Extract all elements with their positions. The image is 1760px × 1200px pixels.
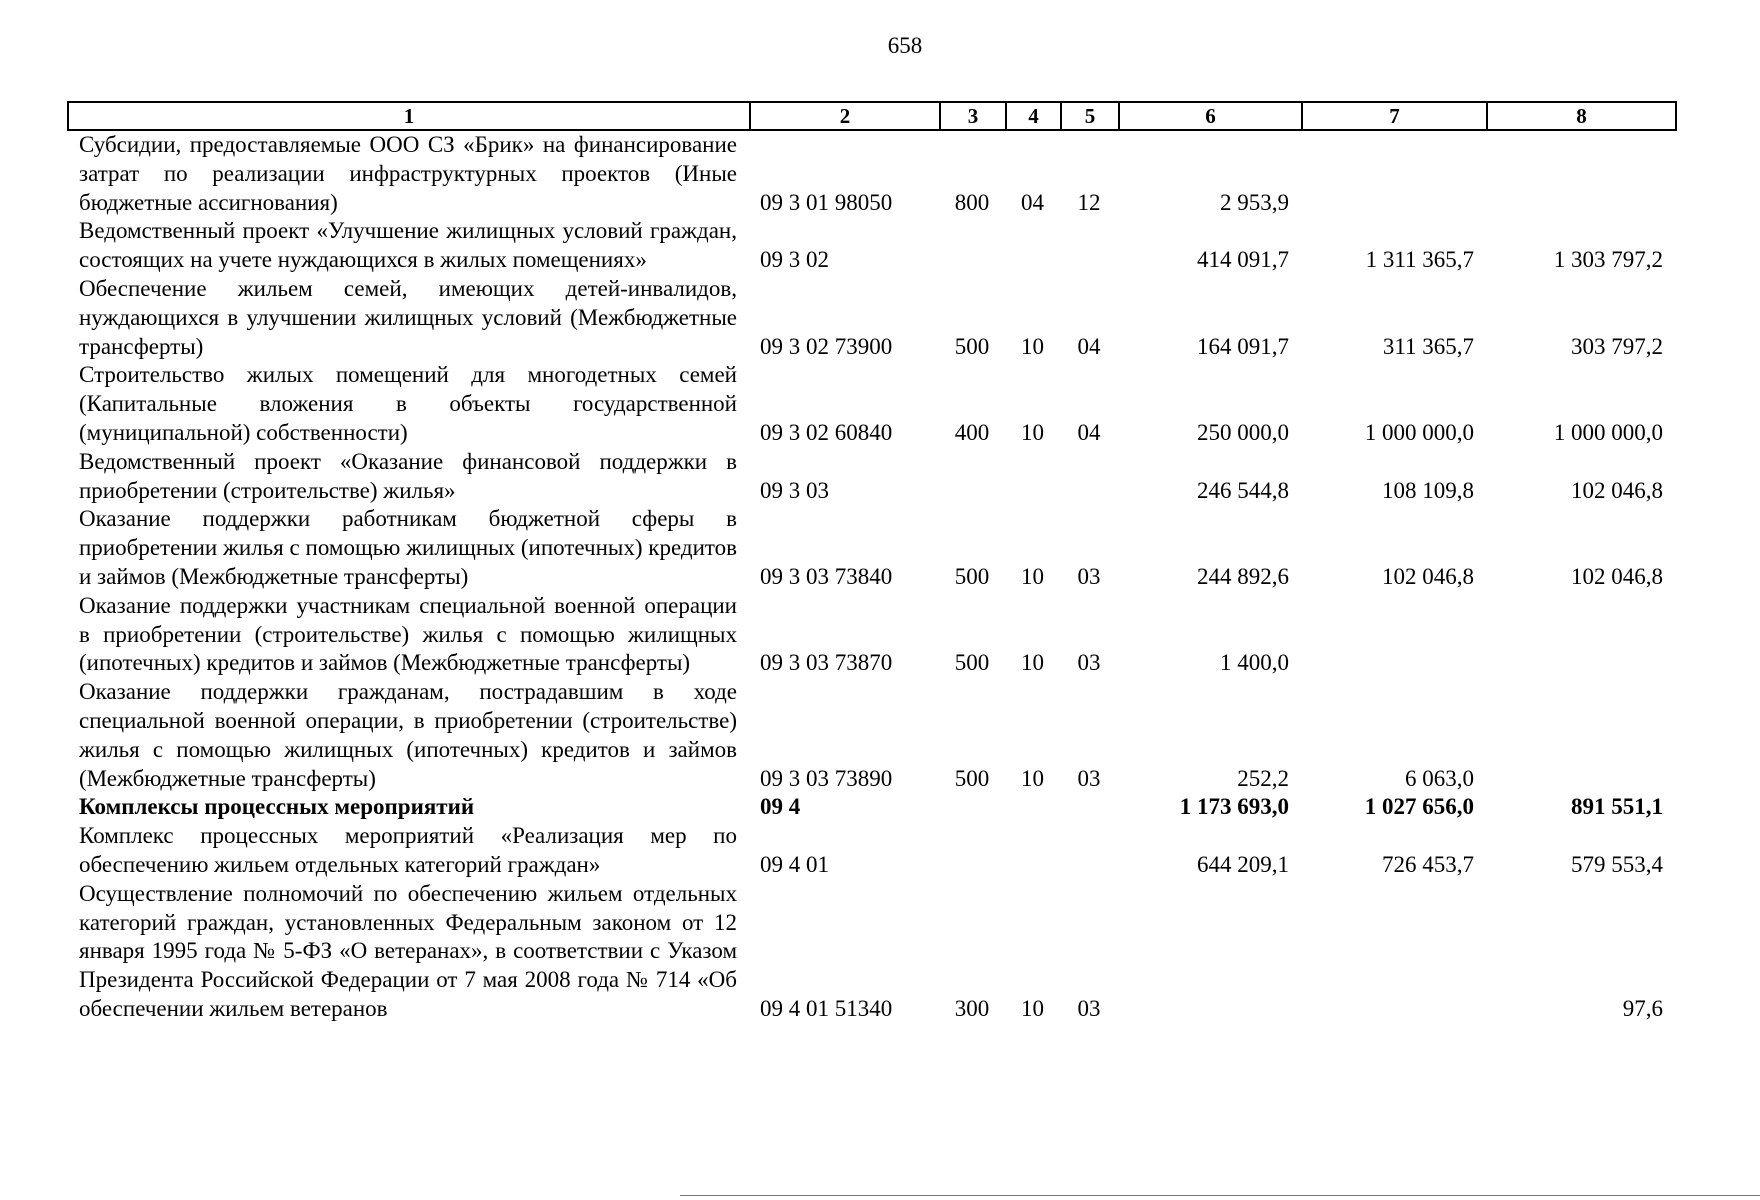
row-code: 09 3 01 98050: [760, 189, 893, 215]
table-row: [67, 592, 1690, 678]
table-row: [67, 361, 1690, 447]
row-name: Строительство жилых помещений для многодетных семей (Капитальные вложения в объекты государственной (муниципальной) собственности): [79, 362, 737, 445]
row-amount-col8: 102 046,8: [1571, 477, 1663, 503]
row-code: 09 3 03 73870: [760, 650, 893, 676]
row-name: Субсидии, предоставляемые ООО СЗ «Брик» на финансирование затрат по реализации инфраструктурных проектов (Иные бюджетные ассигнования): [79, 132, 737, 215]
row-vr: 500: [954, 563, 990, 589]
row-code: 09 3 02 60840: [760, 419, 893, 445]
row-amount-col6: 2 953,9: [1220, 189, 1289, 215]
column-header-2: 2: [750, 102, 940, 130]
column-header-1: 1: [68, 102, 750, 130]
row-name: Ведомственный проект «Улучшение жилищных условий граждан, состоящих на учете нуждающихся в жилых помещениях»: [79, 218, 737, 273]
column-header-8: 8: [1487, 102, 1676, 130]
row-pr: 03: [1077, 650, 1101, 676]
row-amount-col7: 1 027 656,0: [1364, 794, 1474, 820]
row-amount-col8: 1 303 797,2: [1553, 247, 1663, 273]
row-vr: 500: [954, 650, 990, 676]
page-number: 658: [887, 33, 923, 58]
column-header-6: 6: [1119, 102, 1302, 130]
table-row: [67, 880, 1690, 1024]
row-name: Обеспечение жильем семей, имеющих детей-инвалидов, нуждающихся в улучшении жилищных условий (Межбюджетные трансферты): [79, 275, 737, 359]
table-row: [67, 505, 1690, 591]
row-code: 09 4 01: [760, 851, 829, 877]
row-amount-col7: 1 311 365,7: [1365, 247, 1474, 273]
row-rz: 10: [1021, 765, 1044, 791]
row-amount-col8: 579 553,4: [1571, 851, 1663, 877]
row-amount-col6: 414 091,7: [1197, 247, 1289, 273]
row-amount-col7: 1 000 000,0: [1364, 419, 1474, 445]
row-amount-col8: 102 046,8: [1571, 563, 1663, 589]
row-name: Оказание поддержки участникам специальной военной операции в приобретении (строительстве) жилья с помощью жилищных (ипотечных) кредитов и займов (Межбюджетные трансферты): [79, 592, 737, 676]
row-rz: 10: [1021, 563, 1044, 589]
row-pr: 04: [1077, 419, 1101, 445]
row-rz: 10: [1021, 650, 1044, 676]
row-amount-col6: 252,2: [1237, 765, 1289, 791]
row-amount-col6: 644 209,1: [1197, 851, 1289, 877]
row-amount-col6: 1 400,0: [1220, 650, 1289, 676]
row-amount-col6: 246 544,8: [1197, 477, 1289, 503]
row-amount-col8: 1 000 000,0: [1553, 419, 1663, 445]
row-pr: 12: [1077, 189, 1101, 215]
row-name: Осуществление полномочий по обеспечению жильем отдельных категорий граждан, установленных Федеральным законом от 12 января 1995 года № 5-ФЗ «О ветеранах», в соответствии с Указом Президента Российской Федерации от 7 мая 2008 года № 714 «Об обеспечении жильем ветеранов: [79, 880, 737, 1021]
row-vr: 500: [954, 765, 990, 791]
table-row: [67, 131, 1690, 217]
row-vr: 500: [954, 333, 990, 359]
row-code: 09 3 02: [760, 247, 829, 273]
row-amount-col8: 891 551,1: [1571, 794, 1663, 820]
row-amount-col6: 1 173 693,0: [1179, 794, 1289, 820]
table-row: [67, 793, 1690, 822]
row-vr: 300: [954, 995, 990, 1021]
row-name: Комплекс процессных мероприятий «Реализация мер по обеспечению жильем отдельных категорий граждан»: [79, 823, 737, 877]
bottom-divider: [680, 1195, 1760, 1196]
row-code: 09 4: [760, 794, 801, 820]
table-header: [67, 101, 1677, 131]
row-amount-col7: 6 063,0: [1405, 765, 1474, 791]
row-pr: 03: [1077, 995, 1101, 1021]
row-pr: 03: [1077, 563, 1101, 589]
row-rz: 04: [1021, 189, 1044, 215]
table-row: [67, 448, 1690, 506]
row-amount-col6: 244 892,6: [1197, 563, 1289, 589]
row-name: Комплексы процессных мероприятий: [79, 794, 475, 820]
table-row: [67, 822, 1690, 880]
row-rz: 10: [1021, 995, 1044, 1021]
row-amount-col6: 164 091,7: [1197, 333, 1289, 359]
row-name: Ведомственный проект «Оказание финансовой поддержки в приобретении (строительстве) жилья»: [79, 448, 737, 503]
row-vr: 800: [954, 189, 990, 215]
row-rz: 10: [1021, 333, 1044, 359]
row-amount-col7: 311 365,7: [1382, 333, 1474, 359]
row-code: 09 3 03: [760, 477, 829, 503]
row-amount-col7: 726 453,7: [1382, 851, 1474, 877]
row-amount-col8: 303 797,2: [1571, 333, 1663, 359]
row-amount-col7: 108 109,8: [1382, 477, 1474, 503]
row-pr: 03: [1077, 765, 1101, 791]
row-vr: 400: [954, 419, 990, 445]
row-code: 09 3 02 73900: [760, 333, 893, 359]
column-header-7: 7: [1302, 102, 1487, 130]
row-name: Оказание поддержки работникам бюджетной сферы в приобретении жилья с помощью жилищных (ипотечных) кредитов и займов (Межбюджетные трансферты): [79, 506, 737, 589]
row-amount-col7: 102 046,8: [1382, 563, 1474, 589]
row-amount-col8: 97,6: [1622, 995, 1663, 1021]
table-row: [67, 678, 1690, 793]
row-name: Оказание поддержки гражданам, пострадавшим в ходе специальной военной операции, в приобретении (строительстве) жилья с помощью жилищных (ипотечных) кредитов и займов (Межбюджетные трансферты): [79, 679, 737, 791]
row-amount-col6: 250 000,0: [1197, 419, 1289, 445]
column-header-5: 5: [1061, 102, 1119, 130]
row-rz: 10: [1021, 419, 1044, 445]
table-body: [67, 131, 1690, 1024]
row-code: 09 3 03 73840: [760, 563, 893, 589]
column-header-3: 3: [940, 102, 1006, 130]
row-code: 09 3 03 73890: [760, 765, 893, 791]
table-row: [67, 275, 1690, 361]
column-header-4: 4: [1006, 102, 1061, 130]
row-code: 09 4 01 51340: [760, 995, 893, 1021]
table-row: [67, 217, 1690, 275]
row-pr: 04: [1077, 333, 1101, 359]
